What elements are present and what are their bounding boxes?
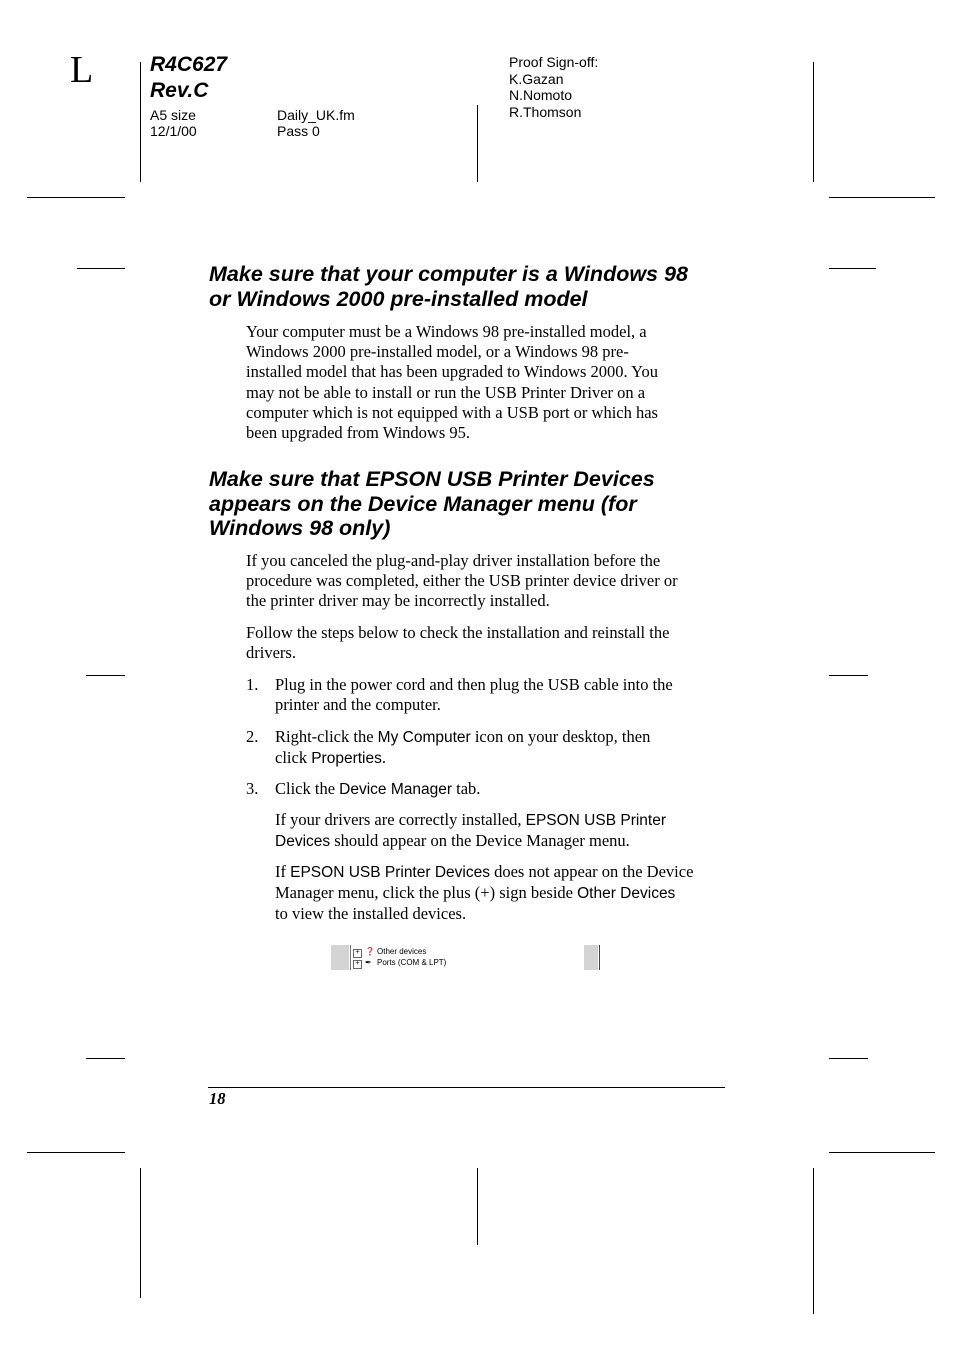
signoff-name: R.Thomson [509,103,582,120]
text-line: drivers. [246,643,296,663]
text-run: Manager menu, click the plus (+) sign beside [275,883,578,903]
doc-code-line2: Rev.C [150,79,209,102]
text-line: Plug in the power cord and then plug the USB cable into the [275,675,673,694]
text-line [275,810,745,831]
crop-mark [27,197,125,198]
text-run: . [381,748,386,768]
tree-row [353,958,446,969]
tree-label: Other devices [377,947,427,956]
text-line: printer and the computer. [275,695,441,715]
step-number: 1. [246,675,259,694]
step-number: 2. [246,727,259,746]
crop-mark [86,1058,125,1059]
crop-mark [829,197,935,198]
device-manager-screenshot [331,945,606,971]
screenshot-scrollbar [584,945,598,970]
crop-mark [813,1168,814,1314]
corner-mark: L [70,49,94,91]
proof-signoff [509,54,598,120]
text-line: installed model that has been upgraded to Windows 2000. You [246,362,658,382]
question-device-icon: ❓ [365,947,375,956]
text-run: If [275,862,291,881]
section-heading [209,262,749,311]
step-number: 3. [246,779,259,798]
text-run: click [275,748,312,768]
ui-term: Devices [275,833,331,851]
ui-term: Other Devices [577,885,676,903]
crop-mark [86,675,125,676]
doc-date: 12/1/00 [150,123,197,139]
heading-line: Make sure that EPSON USB Printer Devices [209,467,655,491]
expand-plus-icon: + [353,960,362,969]
text-line: Follow the steps below to check the installation and reinstall the [246,623,670,642]
page-number: 18 [209,1089,226,1108]
text-line: If you canceled the plug-and-play driver installation before the [246,551,661,570]
heading-line: or Windows 2000 pre-installed model [209,286,588,311]
text-line: Windows 2000 pre-installed model, or a Windows 98 pre- [246,342,629,362]
tree-label: Ports (COM & LPT) [377,958,447,967]
body-paragraph [246,551,736,612]
heading-line: Make sure that your computer is a Windows 98 [209,262,688,286]
text-line [275,831,745,852]
text-run: If your drivers are correctly installed, [275,810,526,829]
text-line: the printer driver may be incorrectly installed. [246,591,550,611]
step-text [275,779,745,800]
footer-rule [208,1087,725,1088]
step-note [275,810,745,852]
section-heading [209,467,749,541]
text-run: Click the [275,779,340,798]
signoff-name: N.Nomoto [509,87,573,103]
step-text [275,727,745,769]
signoff-name: K.Gazan [509,70,564,87]
ui-term: Properties [311,750,382,768]
ui-term: My Computer [377,729,471,746]
crop-mark [140,62,141,182]
doc-code [150,52,227,104]
heading-line: Windows 98 only) [209,516,391,540]
text-line: been upgraded from Windows 95. [246,423,471,443]
doc-pass: Pass 0 [277,123,320,139]
step-text [275,675,745,715]
body-paragraph [246,623,736,663]
text-line: to view the installed devices. [275,904,467,924]
text-line: computer which is not equipped with a USB port or which has [246,402,658,422]
doc-file: Daily_UK.fm [277,107,355,123]
screenshot-scroll-edge [331,945,349,970]
crop-mark [477,1168,478,1245]
text-line [275,883,745,904]
crop-mark [829,268,876,269]
crop-mark [829,675,868,676]
body-paragraph [246,322,736,443]
text-run: should appear on the Device Manager menu. [330,831,630,851]
ui-term: EPSON USB Printer Devices [290,864,490,881]
text-line [275,727,745,748]
crop-mark [813,62,814,182]
text-line: Your computer must be a Windows 98 pre-installed model, a [246,322,647,341]
crop-mark [477,105,478,182]
screenshot-divider [599,945,600,970]
text-line: procedure was completed, either the USB printer device driver or [246,571,678,591]
crop-mark [27,1152,125,1153]
step-note [275,862,745,925]
text-run: Right-click the [275,727,378,746]
text-line [275,779,745,800]
doc-size: A5 size [150,107,196,123]
text-line: may not be able to install or run the USB Printer Driver on a [246,382,646,402]
ui-term: EPSON USB Printer [525,812,667,829]
text-run: tab. [452,779,481,798]
crop-mark [77,268,125,269]
proof-label: Proof Sign-off: [509,54,599,70]
expand-plus-icon: + [353,949,362,958]
crop-mark [829,1152,935,1153]
heading-line: appears on the Device Manager menu (for [209,491,637,516]
text-run: does not appear on the Device [489,862,694,881]
doc-code-line1: R4C627 [150,53,228,76]
port-icon: ✒ [365,958,372,967]
tree-row [353,947,426,958]
text-line [275,862,745,883]
crop-mark [140,1168,141,1298]
screenshot-divider [350,945,351,970]
ui-term: Device Manager [339,781,453,798]
text-line [275,748,745,769]
crop-mark [829,1058,868,1059]
text-run: icon on your desktop, then [470,727,651,746]
